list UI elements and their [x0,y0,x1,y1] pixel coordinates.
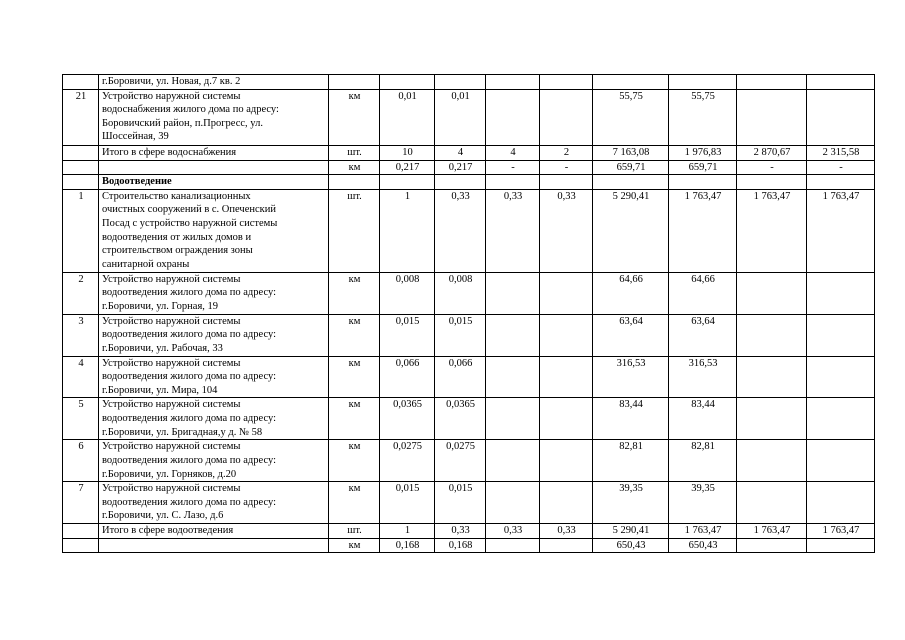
quantity-year-1-cell: 0,0365 [435,398,486,440]
unit-cell: км [329,89,380,145]
quantity-year-1-cell [435,175,486,190]
cost-year-1-cell: 55,75 [669,89,737,145]
table-row [63,272,875,314]
quantity-year-3-cell: 2 [540,145,593,160]
cost-year-2-cell: 1 763,47 [737,189,807,272]
row-number-cell: 3 [63,314,99,356]
quantity-year-2-cell: 4 [486,145,540,160]
cost-total-cell: 316,53 [593,356,669,398]
cost-year-1-cell: 1 763,47 [669,189,737,272]
work-description-cell: Итого в сфере водоотведения [99,524,329,539]
cost-year-3-cell [807,314,875,356]
cost-year-2-cell [737,482,807,524]
quantity-year-3-cell [540,356,593,398]
quantity-year-3-cell [540,440,593,482]
quantity-year-3-cell: 0,33 [540,189,593,272]
cost-total-cell: 7 163,08 [593,145,669,160]
cost-year-2-cell [737,175,807,190]
cost-year-3-cell [807,398,875,440]
cost-year-1-cell: 83,44 [669,398,737,440]
unit-cell: км [329,538,380,553]
table-body [63,75,875,553]
quantity-total-cell: 1 [380,524,435,539]
cost-year-1-cell: 39,35 [669,482,737,524]
cost-year-1-cell: 1 763,47 [669,524,737,539]
quantity-total-cell: 0,217 [380,160,435,175]
unit-cell: км [329,482,380,524]
cost-year-1-cell [669,175,737,190]
unit-cell: шт. [329,189,380,272]
quantity-year-3-cell [540,272,593,314]
cost-year-3-cell: 1 763,47 [807,524,875,539]
work-description-cell: Устройство наружной системы водоотведения жилого дома по адресу: г.Боровичи, ул. Горняков, д.20 [99,440,329,482]
quantity-total-cell: 0,168 [380,538,435,553]
quantity-year-2-cell: - [486,160,540,175]
cost-year-3-cell: 1 763,47 [807,189,875,272]
row-number-cell [63,538,99,553]
cost-year-1-cell: 63,64 [669,314,737,356]
cost-year-3-cell [807,75,875,90]
unit-cell: км [329,160,380,175]
quantity-year-3-cell: 0,33 [540,524,593,539]
unit-cell: шт. [329,145,380,160]
quantity-year-3-cell [540,175,593,190]
table-row [63,314,875,356]
cost-year-3-cell [807,356,875,398]
cost-total-cell: 659,71 [593,160,669,175]
table-row [63,160,875,175]
cost-year-3-cell: 2 315,58 [807,145,875,160]
unit-cell: км [329,440,380,482]
quantity-year-2-cell [486,440,540,482]
quantity-year-3-cell [540,538,593,553]
cost-year-1-cell: 316,53 [669,356,737,398]
unit-cell: шт. [329,524,380,539]
cost-year-2-cell [737,538,807,553]
quantity-year-3-cell [540,89,593,145]
quantity-total-cell: 0,066 [380,356,435,398]
quantity-year-2-cell [486,75,540,90]
quantity-total-cell: 0,015 [380,314,435,356]
quantity-year-3-cell [540,482,593,524]
cost-year-3-cell: - [807,160,875,175]
quantity-year-1-cell: 0,066 [435,356,486,398]
quantity-year-2-cell [486,272,540,314]
quantity-year-2-cell: 0,33 [486,524,540,539]
work-description-cell: Устройство наружной системы водоотведения жилого дома по адресу: г.Боровичи, ул. Мира, 104 [99,356,329,398]
table-row [63,145,875,160]
row-number-cell [63,175,99,190]
cost-year-2-cell: 1 763,47 [737,524,807,539]
quantity-total-cell: 0,008 [380,272,435,314]
cost-total-cell: 82,81 [593,440,669,482]
cost-year-1-cell: 82,81 [669,440,737,482]
cost-year-1-cell: 1 976,83 [669,145,737,160]
cost-year-3-cell [807,440,875,482]
cost-year-3-cell [807,175,875,190]
quantity-year-3-cell [540,75,593,90]
quantity-year-1-cell [435,75,486,90]
work-description-cell: г.Боровичи, ул. Новая, д.7 кв. 2 [99,75,329,90]
cost-year-3-cell [807,482,875,524]
cost-year-2-cell [737,75,807,90]
cost-total-cell: 650,43 [593,538,669,553]
row-number-cell [63,75,99,90]
cost-year-2-cell [737,398,807,440]
cost-year-3-cell [807,89,875,145]
quantity-total-cell [380,175,435,190]
cost-year-3-cell [807,272,875,314]
quantity-total-cell: 0,0275 [380,440,435,482]
quantity-year-1-cell: 0,0275 [435,440,486,482]
cost-year-1-cell: 64,66 [669,272,737,314]
quantity-year-2-cell [486,314,540,356]
unit-cell: км [329,356,380,398]
cost-year-2-cell: 2 870,67 [737,145,807,160]
work-description-cell: Устройство наружной системы водоотведения жилого дома по адресу: г.Боровичи, ул. Горная, 19 [99,272,329,314]
table-row [63,440,875,482]
row-number-cell: 2 [63,272,99,314]
quantity-year-2-cell [486,538,540,553]
cost-total-cell: 64,66 [593,272,669,314]
quantity-total-cell: 10 [380,145,435,160]
table-row [63,538,875,553]
row-number-cell [63,524,99,539]
quantity-year-1-cell: 0,33 [435,524,486,539]
quantity-year-1-cell: 0,01 [435,89,486,145]
table-row [63,524,875,539]
quantity-year-3-cell: - [540,160,593,175]
work-description-cell: Итого в сфере водоснабжения [99,145,329,160]
row-number-cell [63,160,99,175]
work-description-cell [99,160,329,175]
quantity-year-2-cell [486,175,540,190]
row-number-cell: 21 [63,89,99,145]
row-number-cell: 1 [63,189,99,272]
table-row [63,398,875,440]
cost-year-2-cell [737,89,807,145]
unit-cell [329,75,380,90]
cost-total-cell: 83,44 [593,398,669,440]
row-number-cell: 6 [63,440,99,482]
cost-year-3-cell [807,538,875,553]
quantity-total-cell [380,75,435,90]
table-row [63,189,875,272]
quantity-year-1-cell: 0,015 [435,314,486,356]
cost-total-cell: 63,64 [593,314,669,356]
table-row [63,89,875,145]
table-row [63,75,875,90]
quantity-year-2-cell [486,89,540,145]
cost-year-2-cell [737,272,807,314]
quantity-total-cell: 0,0365 [380,398,435,440]
work-description-cell: Устройство наружной системы водоотведения жилого дома по адресу: г.Боровичи, ул. Бригадная,у д. № 58 [99,398,329,440]
cost-year-2-cell [737,314,807,356]
quantity-year-2-cell: 0,33 [486,189,540,272]
quantity-total-cell: 0,015 [380,482,435,524]
cost-year-1-cell: 650,43 [669,538,737,553]
work-description-cell: Устройство наружной системы водоотведения жилого дома по адресу: г.Боровичи, ул. С. Лазо, д.6 [99,482,329,524]
table-row [63,175,875,190]
cost-total-cell [593,175,669,190]
cost-year-2-cell: - [737,160,807,175]
cost-year-1-cell [669,75,737,90]
quantity-year-1-cell: 0,33 [435,189,486,272]
works-table [62,74,875,553]
quantity-year-1-cell: 0,168 [435,538,486,553]
unit-cell: км [329,314,380,356]
quantity-year-2-cell [486,398,540,440]
cost-total-cell: 39,35 [593,482,669,524]
unit-cell [329,175,380,190]
cost-total-cell [593,75,669,90]
quantity-year-3-cell [540,398,593,440]
cost-year-2-cell [737,356,807,398]
row-number-cell: 4 [63,356,99,398]
unit-cell: км [329,272,380,314]
quantity-total-cell: 1 [380,189,435,272]
quantity-year-1-cell: 4 [435,145,486,160]
work-description-cell: Устройство наружной системы водоотведения жилого дома по адресу: г.Боровичи, ул. Рабочая, 33 [99,314,329,356]
cost-total-cell: 5 290,41 [593,524,669,539]
work-description-cell: Строительство канализационных очистных сооружений в с. Опеченский Посад с устройство наружной системы водоотведения от жилых домов и строительством ограждения зоны санитарной охраны [99,189,329,272]
unit-cell: км [329,398,380,440]
quantity-year-2-cell [486,482,540,524]
cost-year-1-cell: 659,71 [669,160,737,175]
work-description-cell: Устройство наружной системы водоснабжения жилого дома по адресу: Боровичский район, п.Прогресс, ул. Шоссейная, 39 [99,89,329,145]
quantity-year-3-cell [540,314,593,356]
cost-year-2-cell [737,440,807,482]
work-description-cell: Водоотведение [99,175,329,190]
quantity-year-2-cell [486,356,540,398]
row-number-cell: 7 [63,482,99,524]
work-description-cell [99,538,329,553]
quantity-year-1-cell: 0,217 [435,160,486,175]
quantity-year-1-cell: 0,008 [435,272,486,314]
cost-total-cell: 5 290,41 [593,189,669,272]
table-row [63,482,875,524]
cost-total-cell: 55,75 [593,89,669,145]
quantity-year-1-cell: 0,015 [435,482,486,524]
row-number-cell [63,145,99,160]
row-number-cell: 5 [63,398,99,440]
quantity-total-cell: 0,01 [380,89,435,145]
table-row [63,356,875,398]
